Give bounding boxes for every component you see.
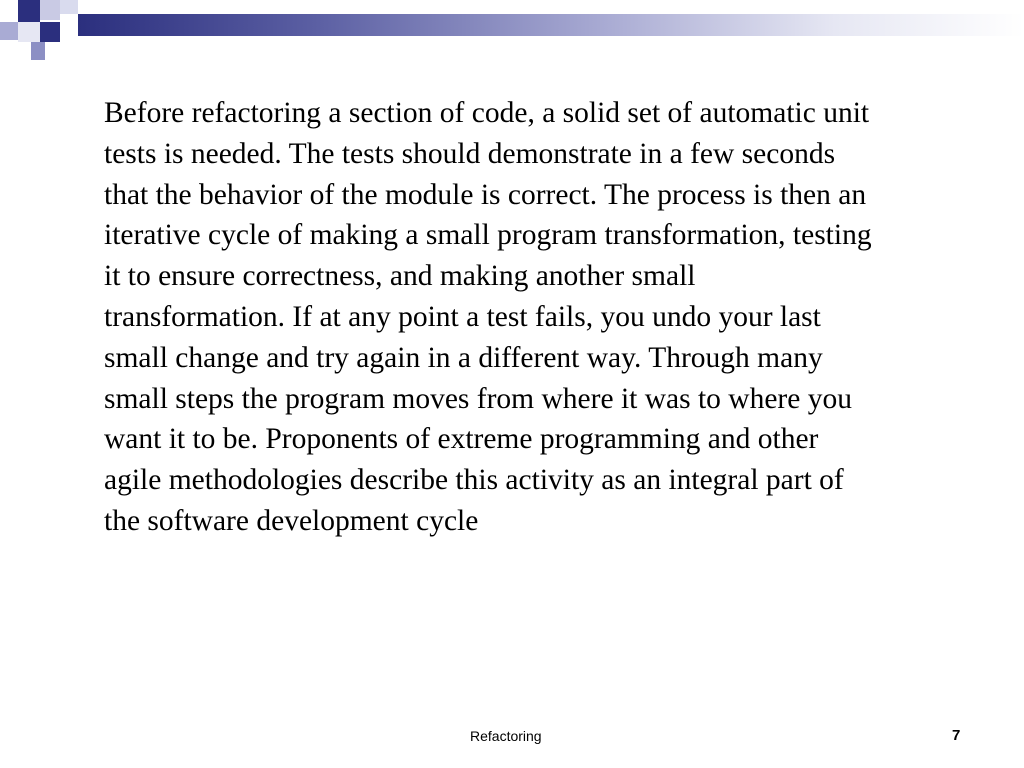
header-decoration-square: [18, 22, 40, 42]
header-gradient-bar: [78, 14, 1024, 36]
footer-title: Refactoring: [470, 728, 542, 744]
header-decoration-square: [40, 22, 60, 42]
header-decoration-square: [18, 0, 40, 22]
page-number: 7: [952, 727, 961, 744]
slide-body-text: Before refactoring a section of code, a solid set of automatic unit tests is needed. The tests should demonstrate in a few seconds that the behavior of the module is correct. The process is then an iterative cycle of making a small program transformation, testing it to ensure correctness, and making another small transformation. If at any point a test fails, you undo your last small change and try again in a different way. Through many small steps the program moves from where it was to where you want it to be. Proponents of extreme programming and other agile methodologies describe this activity as an integral part of the software development cycle: [104, 97, 872, 537]
header-decoration-square: [40, 0, 60, 20]
header-decoration-square: [0, 0, 18, 22]
header-decoration-square: [60, 0, 78, 14]
header-decoration-square: [0, 22, 18, 40]
header-decoration-square: [31, 42, 45, 60]
